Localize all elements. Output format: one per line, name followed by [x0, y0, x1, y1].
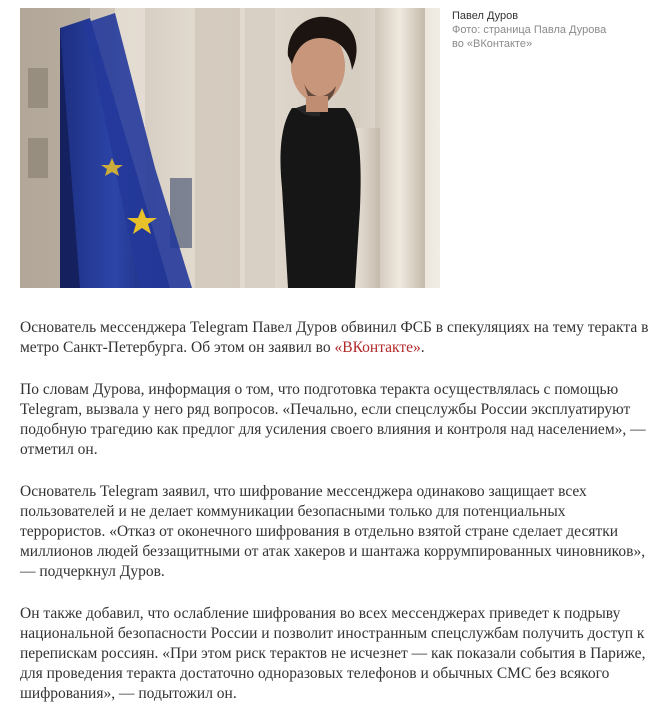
- paragraph-1-end: .: [420, 339, 425, 356]
- paragraph-2: По словам Дурова, информация о том, что подготовка теракта осуществлялась с помощью Telegram, вызвала у него ряд вопросов. «Печально, если спецслужбы России эксплуатируют подобную трагедию как предлог для усиления своего влияния и контроля над населением», — отметил он.: [20, 381, 646, 458]
- paragraph-1: [20, 318, 650, 358]
- article-body: [20, 318, 650, 726]
- vkontakte-link[interactable]: «ВКонтакте»: [334, 339, 421, 356]
- caption-name: Павел Дуров: [452, 10, 519, 22]
- article-photo: [20, 8, 440, 288]
- photo-caption: [452, 9, 652, 51]
- paragraph-1-text: Основатель мессенджера Telegram Павел Дуров обвинил ФСБ в спекуляциях на тему теракта в метро Санкт-Петербурга. Об этом он заявил во: [20, 319, 649, 356]
- caption-credit-line1: Фото: страница Павла Дурова: [452, 24, 607, 36]
- caption-credit-line2: во «ВКонтакте»: [452, 38, 533, 50]
- paragraph-4: Он также добавил, что ослабление шифрования во всех мессенджерах приведет к подрыву национальной безопасности России и позволит иностранным спецслужбам получить доступ к перепискам россиян. «При этом риск терактов не исчезнет — как показали события в Париже, для проведения теракта достаточно одноразовых телефонов и обычных СМС без всякого шифрования», — подытожил он.: [20, 605, 646, 702]
- photo-illustration: [20, 8, 440, 288]
- paragraph-3: Основатель Telegram заявил, что шифрование мессенджера одинаково защищает всех пользователей и не делает коммуникации безопасными только для потенциальных террористов. «Отказ от оконечного шифрования в отдельно взятой стране сделает десятки миллионов людей беззащитными от атак хакеров и шантажа коррумпированных чиновников», — подчеркнул Дуров.: [20, 483, 646, 580]
